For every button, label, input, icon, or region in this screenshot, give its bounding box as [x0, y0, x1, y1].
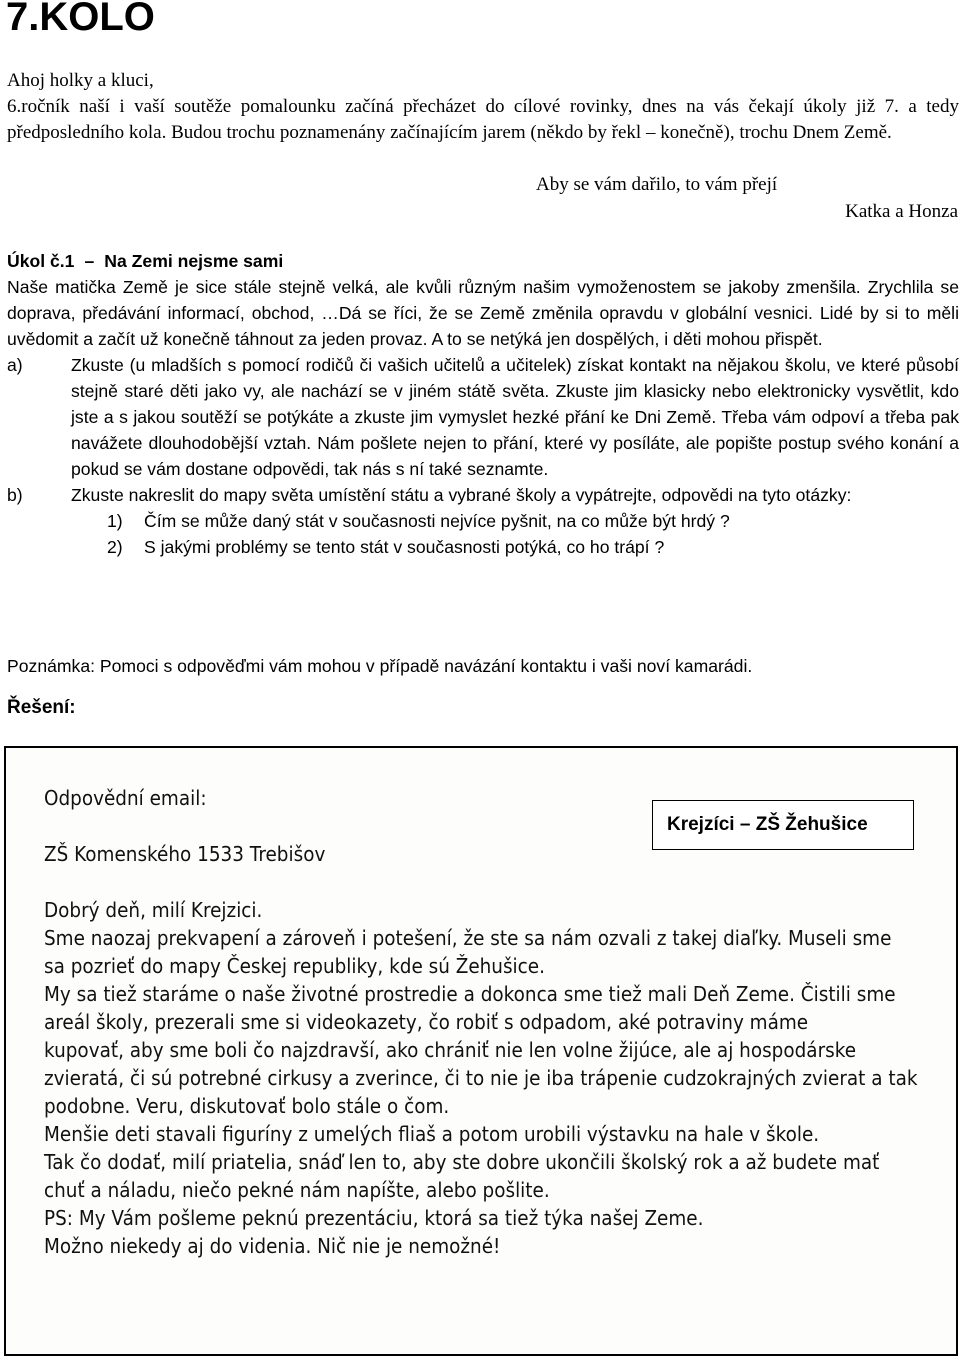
task-item-b: [7, 482, 959, 508]
greeting: Ahoj holky a kluci,: [7, 70, 154, 91]
question-text: S jakými problémy se tento stát v současnosti potýká, co ho trápí ?: [144, 537, 665, 557]
question-2: [107, 534, 959, 560]
question-text: Čím se může daný stát v současnosti nejvíce pyšnit, na co může být hrdý ?: [144, 511, 730, 531]
task-section: [7, 248, 959, 560]
item-label: b): [7, 485, 23, 505]
scanned-email-text: [44, 784, 918, 1260]
task-item-a: [7, 352, 959, 482]
scan-line: [44, 868, 854, 896]
scan-line: PS: My Vám pošleme peknú prezentáciu, ktorá sa tiež týka našej Zeme.: [44, 1206, 704, 1230]
item-text: Zkuste (u mladších s pomocí rodičů či vašich učitelů a učitelek) získat kontakt na nějakou školu, ve které působí stejně staré děti jako vy, ale nachází se v jiném státě světa. Zkuste jim klasicky nebo elektronicky vysvětlit, kdo jste a s jakou soutěží se potýkáte a zkuste jim vymyslet hezké přání ke Dni Země. Třeba vám odpoví a třeba pak navážete dlouhodobější vztah. Nám pošlete nejen to přání, které vy posíláte, ale popište postup svého konání a pokud se vám dostane odpovědi, tak nás s ní také seznamte.: [71, 355, 959, 479]
question-1: [107, 508, 959, 534]
task-heading: [7, 248, 959, 274]
round-title: 7.KOLO: [6, 0, 155, 39]
question-label: 1): [107, 511, 123, 531]
task-paragraph: Naše matička Země je sice stále stejně velká, ale kvůli různým našim vymoženostem se jakoby zmenšila. Zrychlila se doprava, předávání informací, obchod, …Dá se říci, že se Země změnila opravdu v globální vesnici. Lidé by si to měli uvědomit a začít už konečně táhnout za jeden provaz. A to se netýká jen dospělých, i děti mohou přispět.: [7, 277, 959, 349]
scan-line: Tak čo dodať, milí priatelia, snáď len to, aby ste dobre ukončili školský rok a až budete mať: [44, 1150, 880, 1174]
wish-line: Aby se vám dařilo, to vám přejí: [536, 174, 778, 195]
scan-line: Možno niekedy aj do videnia. Nič nie je nemožné!: [44, 1234, 501, 1258]
school-label-box: Krejzíci – ZŠ Žehušice: [652, 800, 914, 850]
scan-line: podobne. Veru, diskutovať bolo stále o čom.: [44, 1094, 450, 1118]
scan-line: sa pozrieť do mapy Českej republiky, kde sú Žehušice.: [44, 954, 545, 978]
signature: Katka a Honza: [845, 201, 958, 222]
scan-line: Odpovědní email:: [44, 786, 207, 810]
task-number: Úkol č.1: [7, 251, 75, 271]
scan-line: kupovať, aby sme boli čo najzdravší, ako chrániť nie len volne žijúce, ale aj hospodárske: [44, 1038, 857, 1062]
scan-line: Menšie deti stavali figuríny z umelých fliaš a potom urobili výstavku na hale v škole.: [44, 1122, 820, 1146]
item-text: Zkuste nakreslit do mapy světa umístění státu a vybrané školy a vypátrejte, odpovědi na tyto otázky:: [71, 485, 852, 505]
scan-line: Dobrý deň, milí Krejzici.: [44, 898, 263, 922]
intro-section: [7, 68, 959, 146]
intro-paragraph: 6.ročník naší i vaší soutěže pomalounku začíná přecházet do cílové rovinky, dnes na vás čekají úkoly již 7. a tedy předposledního kola. Budou trochu poznamenány začínajícím jarem (někdo by řekl – konečně), trochu Dnem Země.: [7, 96, 959, 143]
item-label: a): [7, 355, 23, 375]
scan-line: zvieratá, či sú potrebné cirkusy a zverince, či to nie je iba trápenie cudzokrajných zvierat a tak: [44, 1066, 918, 1090]
scan-line: areál školy, prezerali sme si videokazety, čo robiť s odpadom, aké potraviny máme: [44, 1010, 809, 1034]
solution-label: Řešení:: [7, 697, 76, 718]
scan-line: chuť a náladu, niečo pekné nám napíšte, alebo pošlite.: [44, 1178, 550, 1202]
question-label: 2): [107, 537, 123, 557]
task-name: Na Zemi nejsme sami: [104, 251, 284, 271]
scan-line: Sme naozaj prekvapení a zároveň i potešení, že ste sa nám ozvali z takej diaľky. Museli sme: [44, 926, 892, 950]
scan-line: ZŠ Komenského 1533 Trebišov: [44, 842, 326, 866]
note: Poznámka: Pomoci s odpověďmi vám mohou v případě navázání kontaktu i vaši noví kamarádi.: [7, 656, 753, 676]
task-dash: –: [84, 251, 95, 271]
scan-line: My sa tiež staráme o naše životné prostredie a dokonca sme tiež mali Deň Zeme. Čistili sme: [44, 982, 896, 1006]
